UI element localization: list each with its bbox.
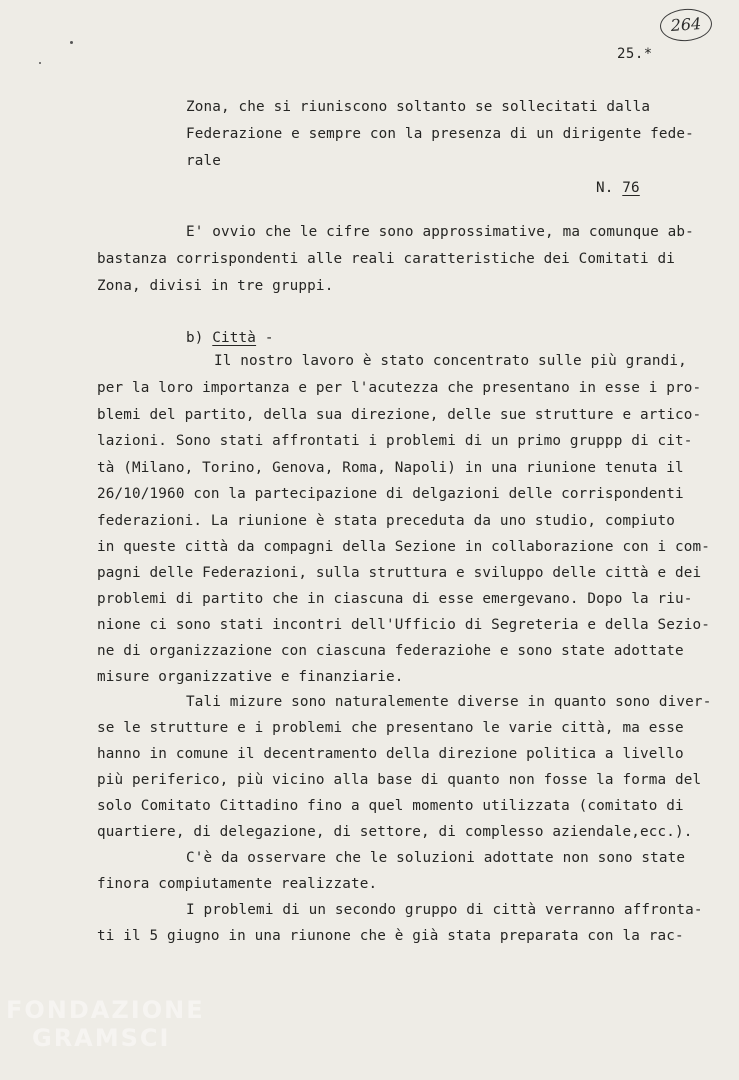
text-line: misure organizzative e finanziarie. [97, 669, 404, 685]
text-line: blemi del partito, della sua direzione, delle sue strutture e artico- [97, 407, 702, 423]
section-title: Città [212, 330, 257, 346]
text-line: solo Comitato Cittadino fino a quel momento utilizzata (comitato di [97, 798, 684, 814]
count-prefix: N. [596, 180, 614, 196]
text-line: 26/10/1960 con la partecipazione di delgazioni delle corrispondenti [97, 486, 684, 502]
text-line: Zona, che si riuniscono soltanto se sollecitati dalla [186, 99, 651, 115]
archive-number-stamp: 264 [659, 7, 713, 43]
text-line: Il nostro lavoro è stato concentrato sulle più grandi, [214, 353, 687, 369]
text-line: rale [186, 153, 222, 169]
section-heading [186, 328, 274, 348]
text-line: hanno in comune il decentramento della direzione politica a livello [97, 746, 684, 762]
text-line: C'è da osservare che le soluzioni adottate non sono state [186, 850, 686, 866]
page-number: 25.* [617, 46, 653, 62]
text-line: pagni delle Federazioni, sulla struttura e sviluppo delle città e dei [97, 565, 702, 581]
section-dash: - [264, 330, 274, 346]
watermark-line-1: FONDAZIONE [6, 996, 205, 1024]
text-line: quartiere, di delegazione, di settore, di complesso aziendale,ecc.). [97, 824, 693, 840]
text-line: per la loro importanza e per l'acutezza che presentano in esse i pro- [97, 380, 702, 396]
count-line [596, 178, 640, 198]
watermark-line-2: GRAMSCI [32, 1024, 171, 1052]
text-line: E' ovvio che le cifre sono approssimative, ma comunque ab- [186, 224, 694, 240]
text-line: finora compiutamente realizzate. [97, 876, 378, 892]
paper-speck [39, 62, 41, 64]
text-line: Federazione e sempre con la presenza di un dirigente fede- [186, 126, 694, 142]
text-line: bastanza corrispondenti alle reali caratteristiche dei Comitati di [97, 251, 675, 267]
text-line: in queste città da compagni della Sezione in collaborazione con i com- [97, 539, 711, 555]
text-line: più periferico, più vicino alla base di quanto non fosse la forma del [97, 772, 702, 788]
paper-speck [70, 41, 73, 44]
count-value: 76 [622, 180, 640, 196]
text-line: ne di organizzazione con ciascuna federaziohe e sono state adottate [97, 643, 684, 659]
text-line: nione ci sono stati incontri dell'Ufficio di Segreteria e della Sezio- [97, 617, 711, 633]
text-line: tà (Milano, Torino, Genova, Roma, Napoli) in una riunione tenuta il [97, 460, 684, 476]
section-letter: b) [186, 330, 204, 346]
text-line: I problemi di un secondo gruppo di città verranno affronta- [186, 902, 703, 918]
text-line: se le strutture e i problemi che presentano le varie città, ma esse [97, 720, 684, 736]
text-line: Tali mizure sono naturalemente diverse in quanto sono diver- [186, 694, 712, 710]
text-line: problemi di partito che in ciascuna di esse emergevano. Dopo la riu- [97, 591, 693, 607]
text-line: Zona, divisi in tre gruppi. [97, 278, 334, 294]
text-line: lazioni. Sono stati affrontati i problemi di un primo gruppp di cit- [97, 433, 693, 449]
archive-watermark [6, 996, 205, 1052]
text-line: federazioni. La riunione è stata preceduta da uno studio, compiuto [97, 513, 675, 529]
text-line: ti il 5 giugno in una riunone che è già stata preparata con la rac- [97, 928, 684, 944]
